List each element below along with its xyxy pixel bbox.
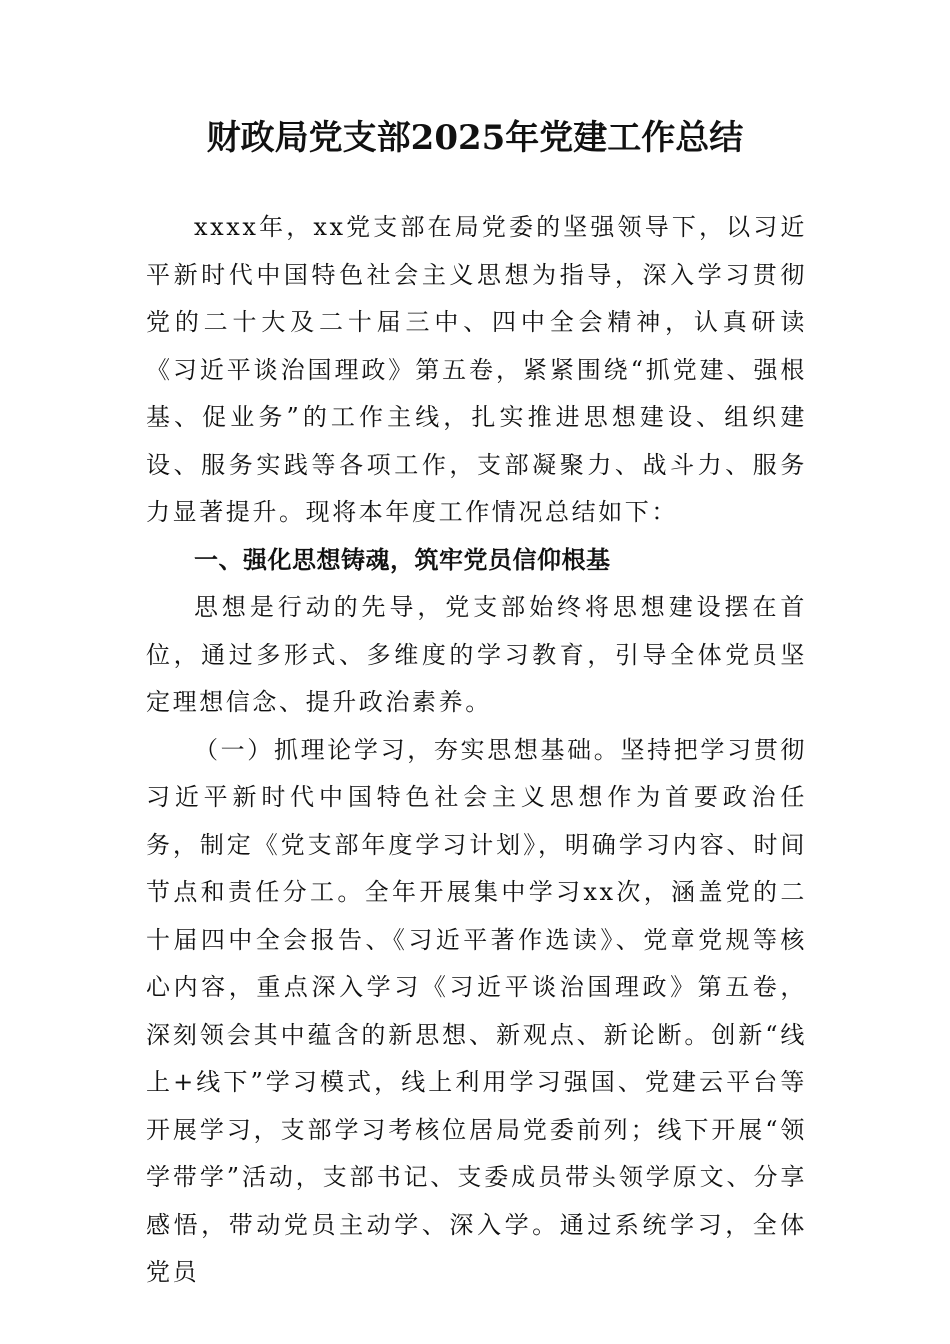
section1-paragraph-1: 思想是行动的先导，党支部始终将思想建设摆在首位，通过多形式、多维度的学习教育，引导全体党员坚定理想信念、提升政治素养。 [146,593,807,716]
section1-paragraph-2: （一）抓理论学习，夯实思想基础。坚持把学习贯彻习近平新时代中国特色社会主义思想作为首要政治任务，制定《党支部年度学习计划》，明确学习内容、时间节点和责任分工。全年开展集中学习xx次，涵盖党的二十届四中全会报告、《习近平著作选读》、党章党规等核心内容，重点深入学习《习近平谈治国理政》第五卷，深刻领会其中蕴含的新思想、新观点、新论断。创新“线上+线下”学习模式，线上利用学习强国、党建云平台等开展学习，支部学习考核位居局党委前列；线下开展“领学带学”活动，支部书记、支委成员带头领学原文、分享感悟，带动党员主动学、深入学。通过系统学习，全体党员 [146,735,807,1286]
intro-paragraph: xxxx年，xx党支部在局党委的坚强领导下，以习近平新时代中国特色社会主义思想为指导，深入学习贯彻党的二十大及二十届三中、四中全会精神，认真研读《习近平谈治国理政》第五卷，紧紧围绕“抓党建、强根基、促业务”的工作主线，扎实推进思想建设、组织建设、服务实践等各项工作，支部凝聚力、战斗力、服务力显著提升。现将本年度工作情况总结如下： [146,213,807,526]
document-title: 财政局党支部2025年党建工作总结 [206,118,744,158]
document-body [146,204,807,1297]
section-heading-1: 一、强化思想铸魂，筑牢党员信仰根基 [194,545,611,574]
